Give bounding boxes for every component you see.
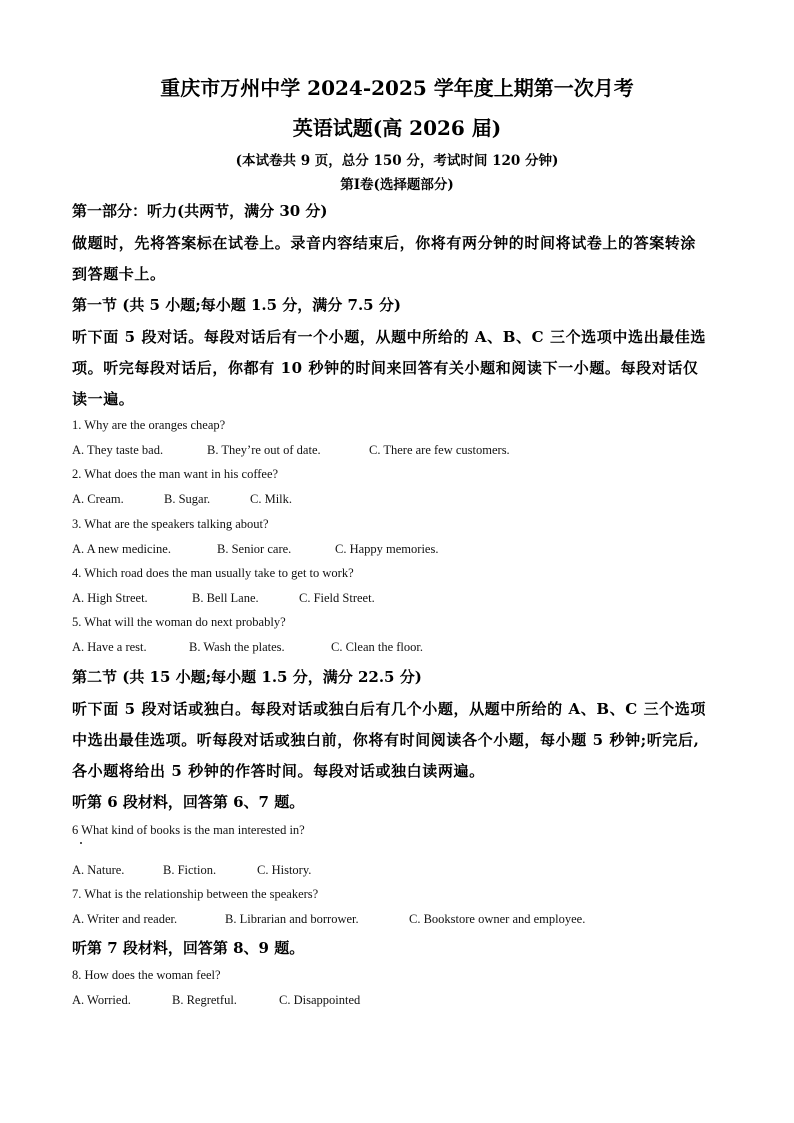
section2-instruction-line: 中选出最佳选项。听每段对话或独白前，你将有时间阅读各个小题，每小题 5 秒钟;听完后,	[72, 731, 700, 749]
volume-label: 第Ⅰ卷(选择题部分)	[340, 177, 454, 193]
page-subtitle: 英语试题(高 2026 届)	[292, 116, 502, 140]
section2-instruction-line: 听下面 5 段对话或独白。每段对话或独白后有几个小题，从题中所给的 A、B、C 三个选项	[72, 700, 706, 718]
option-b: B. They’re out of date.	[207, 443, 321, 457]
option-a: A. A new medicine.	[72, 542, 171, 556]
question-5: 5. What will the woman do next probably?	[72, 615, 286, 629]
option-a: A. They taste bad.	[72, 443, 164, 457]
question-7: 7. What is the relationship between the speakers?	[72, 887, 319, 901]
section2-heading: 第二节 (共 15 小题;每小题 1.5 分，满分 22.5 分)	[72, 668, 422, 686]
part1-instruction-line: 做题时，先将答案标在试卷上。录音内容结束后，你将有两分钟的时间将试卷上的答案转涂	[72, 234, 697, 252]
option-c: C. Milk.	[250, 492, 293, 506]
option-c: C. Field Street.	[299, 591, 375, 605]
section1-heading: 第一节 (共 5 小题;每小题 1.5 分，满分 7.5 分)	[72, 296, 401, 314]
option-b: B. Bell Lane.	[192, 591, 259, 605]
option-a: A. Nature.	[72, 863, 125, 877]
option-c: C. Happy memories.	[335, 542, 439, 556]
option-a: A. Have a rest.	[72, 640, 147, 654]
option-a: A. High Street.	[72, 591, 148, 605]
question-6: 6 What kind of books is the man interested in?	[72, 823, 305, 837]
option-c: C. Bookstore owner and employee.	[409, 912, 586, 926]
option-a: A. Worried.	[72, 993, 131, 1007]
part1-heading: 第一部分：听力(共两节，满分 30 分)	[72, 202, 328, 220]
stray-mark	[80, 842, 82, 844]
material-7-heading: 听第 7 段材料，回答第 8、9 题。	[72, 939, 305, 957]
question-2: 2. What does the man want in his coffee?	[72, 467, 279, 481]
question-8: 8. How does the woman feel?	[72, 968, 221, 982]
option-c: C. There are few customers.	[369, 443, 510, 457]
section2-instruction-line: 各小题将给出 5 秒钟的作答时间。每段对话或独白读两遍。	[72, 762, 485, 780]
option-b: B. Fiction.	[163, 863, 217, 877]
question-3: 3. What are the speakers talking about?	[72, 517, 269, 531]
section1-instruction-line: 项。听完每段对话后，你都有 10 秒钟的时间来回答有关小题和阅读下一小题。每段对话仅	[72, 359, 699, 377]
option-c: C. History.	[257, 863, 312, 877]
part1-instruction-line: 到答题卡上。	[72, 265, 166, 283]
question-4: 4. Which road does the man usually take to get to work?	[72, 566, 354, 580]
option-b: B. Regretful.	[172, 993, 237, 1007]
option-b: B. Sugar.	[164, 492, 211, 506]
question-1: 1. Why are the oranges cheap?	[72, 418, 226, 432]
section1-instruction-line: 听下面 5 段对话。每段对话后有一个小题，从题中所给的 A、B、C 三个选项中选出最佳选	[72, 328, 706, 346]
exam-info: (本试卷共 9 页，总分 150 分，考试时间 120 分钟)	[235, 153, 559, 169]
option-c: C. Disappointed	[279, 993, 361, 1007]
page-title: 重庆市万州中学 2024-2025 学年度上期第一次月考	[160, 76, 634, 100]
option-b: B. Librarian and borrower.	[225, 912, 359, 926]
material-6-heading: 听第 6 段材料，回答第 6、7 题。	[72, 793, 305, 811]
option-a: A. Writer and reader.	[72, 912, 178, 926]
option-b: B. Wash the plates.	[189, 640, 285, 654]
section1-instruction-line: 读一遍。	[72, 390, 135, 408]
option-c: C. Clean the floor.	[331, 640, 423, 654]
option-b: B. Senior care.	[217, 542, 292, 556]
option-a: A. Cream.	[72, 492, 124, 506]
